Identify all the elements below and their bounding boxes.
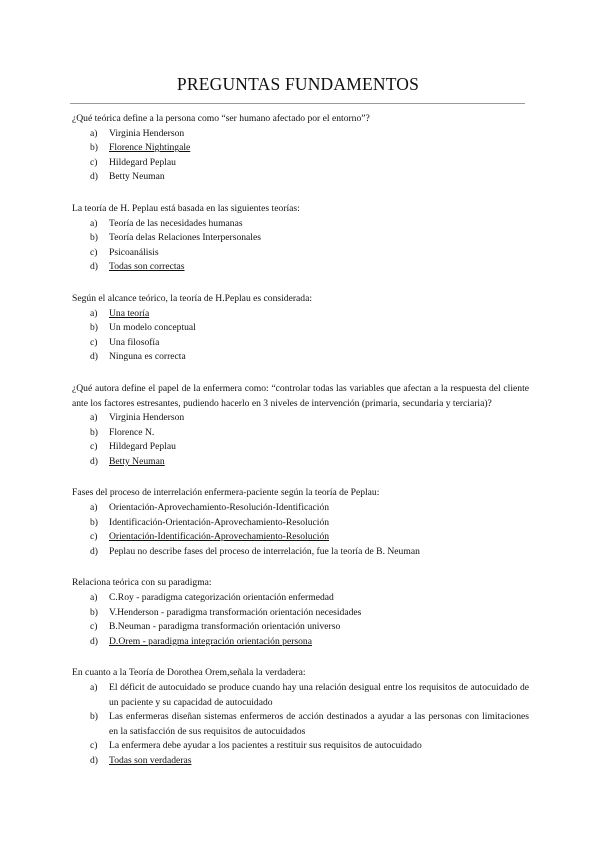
option-d	[72, 260, 529, 275]
question-7	[72, 666, 529, 768]
option-b	[72, 141, 529, 156]
option-c	[72, 440, 529, 455]
option-c	[72, 620, 529, 635]
question-4	[72, 382, 529, 470]
option-list	[72, 127, 529, 185]
option-label: a)	[90, 412, 98, 424]
option-c	[72, 336, 529, 351]
option-list	[72, 591, 529, 649]
option-label: b)	[90, 322, 98, 334]
option-text: Una filosofía	[109, 336, 160, 348]
option-b	[72, 710, 529, 739]
option-label: c)	[90, 531, 98, 543]
option-text: V.Henderson - paradigma transformación orientación necesidades	[109, 606, 362, 618]
question-3	[72, 292, 529, 365]
option-label: a)	[90, 307, 98, 319]
option-list	[72, 681, 529, 769]
option-label: b)	[90, 711, 98, 723]
question-text: Fases del proceso de interrelación enfermera-paciente según la teoría de Peplau:	[72, 487, 380, 499]
option-text: Identificación-Orientación-Aprovechamiento-Resolución	[109, 516, 330, 528]
option-list	[72, 307, 529, 365]
page-title: PREGUNTAS FUNDAMENTOS	[176, 74, 420, 94]
option-label: a)	[90, 592, 98, 604]
option-label: d)	[90, 545, 98, 557]
option-text: Orientación-Aprovechamiento-Resolución-Identificación	[109, 502, 330, 514]
option-d	[72, 545, 529, 560]
option-label: c)	[90, 441, 98, 453]
option-label: a)	[90, 127, 98, 139]
option-text: El déficit de autocuidado se produce cuando hay una relación desigual entre los requisitos de autocuidado de un paciente y su capacidad de autocuidado	[109, 682, 529, 708]
option-text-correct: Todas son correctas	[109, 261, 185, 273]
option-text: C.Roy - paradigma categorización orientación enfermedad	[109, 592, 334, 604]
option-label: a)	[90, 502, 98, 514]
option-text-correct: Betty Neuman	[109, 455, 165, 467]
option-d	[72, 754, 529, 769]
option-label: b)	[90, 516, 98, 528]
option-a	[72, 411, 529, 426]
option-text: Virginia Henderson	[109, 412, 185, 424]
option-d	[72, 350, 529, 365]
option-a	[72, 217, 529, 232]
question-6	[72, 576, 529, 649]
option-text: Peplau no describe fases del proceso de interrelación, fue la teoría de B. Neuman	[109, 545, 420, 557]
question-text: Según el alcance teórico, la teoría de H.Peplau es considerada:	[72, 292, 313, 304]
option-a	[72, 127, 529, 142]
option-label: b)	[90, 426, 98, 438]
question-text: Relaciona teórica con su paradigma:	[72, 577, 212, 589]
option-label: d)	[90, 171, 98, 183]
option-label: c)	[90, 156, 98, 168]
option-text: Las enfermeras diseñan sistemas enfermeros de acción destinados a ayudar a las personas con limitaciones en la satisfacción de sus requisitos de autocuidados	[109, 711, 529, 737]
title-divider	[70, 103, 525, 104]
question-text: ¿Qué teórica define a la persona como “ser humano afectado por el entorno”?	[72, 113, 370, 124]
question-1	[72, 112, 529, 185]
option-text: Hildegard Peplau	[109, 156, 176, 168]
option-text-correct: Una teoría	[109, 307, 150, 319]
option-label: c)	[90, 246, 98, 258]
option-text-correct: Todas son verdaderas	[109, 754, 192, 766]
option-list	[72, 217, 529, 275]
option-text: Virginia Henderson	[109, 127, 185, 139]
option-label: b)	[90, 142, 98, 154]
option-c	[72, 530, 529, 545]
option-text: Psicoanálisis	[109, 246, 159, 258]
option-label: a)	[90, 682, 98, 693]
option-a	[72, 591, 529, 606]
option-text: Florence N.	[109, 426, 155, 438]
option-label: d)	[90, 754, 98, 766]
option-b	[72, 321, 529, 336]
option-label: c)	[90, 336, 98, 348]
option-c	[72, 246, 529, 261]
option-text: Hildegard Peplau	[109, 441, 176, 453]
option-b	[72, 516, 529, 531]
option-text-correct: D.Orem - paradigma integración orientación persona	[109, 635, 312, 647]
option-text: B.Neuman - paradigma transformación orientación universo	[109, 621, 341, 633]
option-d	[72, 170, 529, 185]
option-b	[72, 606, 529, 621]
option-text: Teoría de las necesidades humanas	[109, 217, 243, 229]
option-c	[72, 156, 529, 171]
option-a	[72, 681, 529, 710]
option-label: d)	[90, 261, 98, 273]
question-5	[72, 486, 529, 559]
question-2	[72, 202, 529, 275]
option-list	[72, 501, 529, 559]
option-text: Betty Neuman	[109, 171, 165, 183]
option-text: Teoría delas Relaciones Interpersonales	[109, 232, 261, 244]
option-a	[72, 501, 529, 516]
option-label: b)	[90, 606, 98, 618]
option-label: d)	[90, 455, 98, 467]
question-list	[72, 112, 529, 786]
option-text: Ninguna es correcta	[109, 351, 186, 363]
option-label: d)	[90, 635, 98, 647]
question-text: La teoría de H. Peplau está basada en las siguientes teorías:	[72, 202, 300, 214]
option-label: c)	[90, 740, 98, 752]
question-text: En cuanto a la Teoría de Dorothea Orem,señala la verdadera:	[72, 667, 306, 679]
option-text-correct: Orientación-Identificación-Aprovechamiento-Resolución	[109, 531, 330, 543]
option-label: a)	[90, 217, 98, 229]
option-d	[72, 635, 529, 650]
option-list	[72, 411, 529, 469]
option-label: b)	[90, 232, 98, 244]
option-text: La enfermera debe ayudar a los pacientes a restituir sus requisitos de autocuidado	[109, 740, 422, 752]
option-a	[72, 307, 529, 322]
option-b	[72, 426, 529, 441]
question-text: ¿Qué autora define el papel de la enfermera como: “controlar todas las variables que afectan a la respuesta del cliente ante los factores estresantes, pudiendo hacerlo en 3 niveles de intervención (primaria, secundaria y terciaria)?	[72, 382, 529, 409]
option-label: d)	[90, 351, 98, 363]
option-label: c)	[90, 621, 98, 633]
option-text: Un modelo conceptual	[109, 322, 196, 334]
option-d	[72, 455, 529, 470]
option-c	[72, 739, 529, 754]
option-b	[72, 231, 529, 246]
option-text-correct: Florence Nightingale	[109, 142, 191, 154]
